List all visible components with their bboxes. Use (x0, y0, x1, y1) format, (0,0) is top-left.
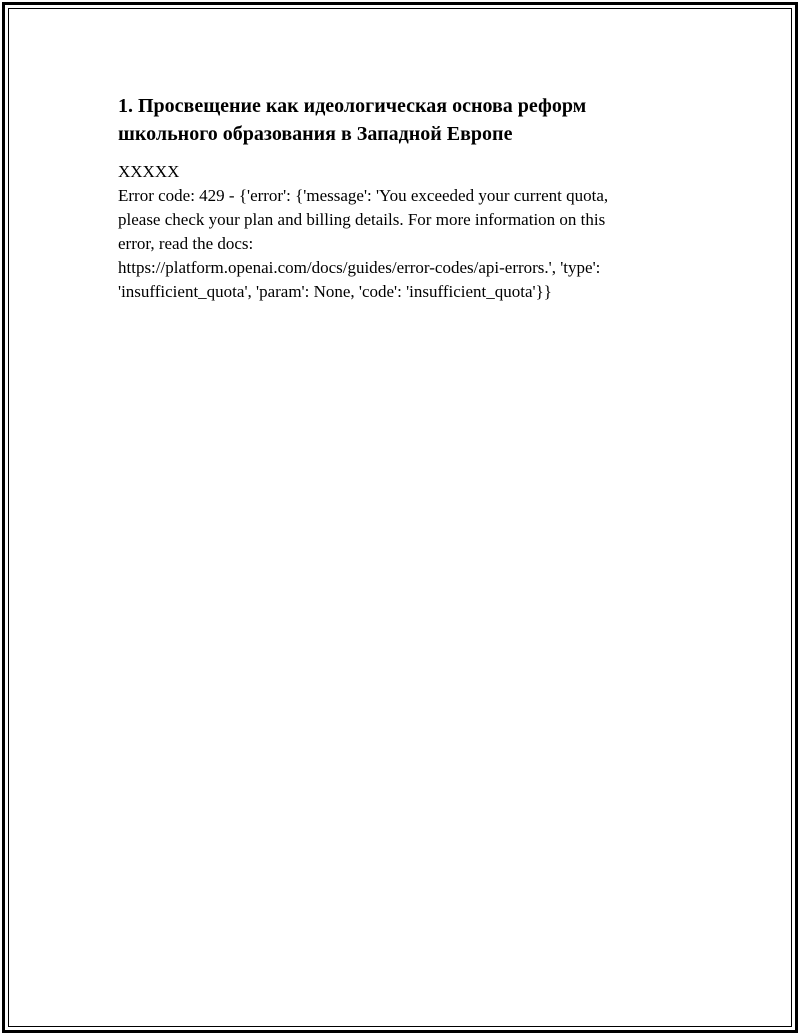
error-message (118, 184, 678, 304)
error-line: 'insufficient_quota', 'param': None, 'code': 'insufficient_quota'}} (118, 282, 552, 301)
error-line: please check your plan and billing details. For more information on this (118, 210, 606, 229)
error-line: https://platform.openai.com/docs/guides/error-codes/api-errors.', 'type': (118, 258, 601, 277)
error-line: error, read the docs: (118, 234, 254, 253)
section-title: 1. Просвещение как идеологическая основа реформ школьного образования в Западной Европе (118, 95, 587, 145)
page-content (118, 92, 678, 304)
placeholder-text: XXXXX (118, 162, 180, 181)
error-line: Error code: 429 - {'error': {'message': 'You exceeded your current quota, (118, 186, 609, 205)
